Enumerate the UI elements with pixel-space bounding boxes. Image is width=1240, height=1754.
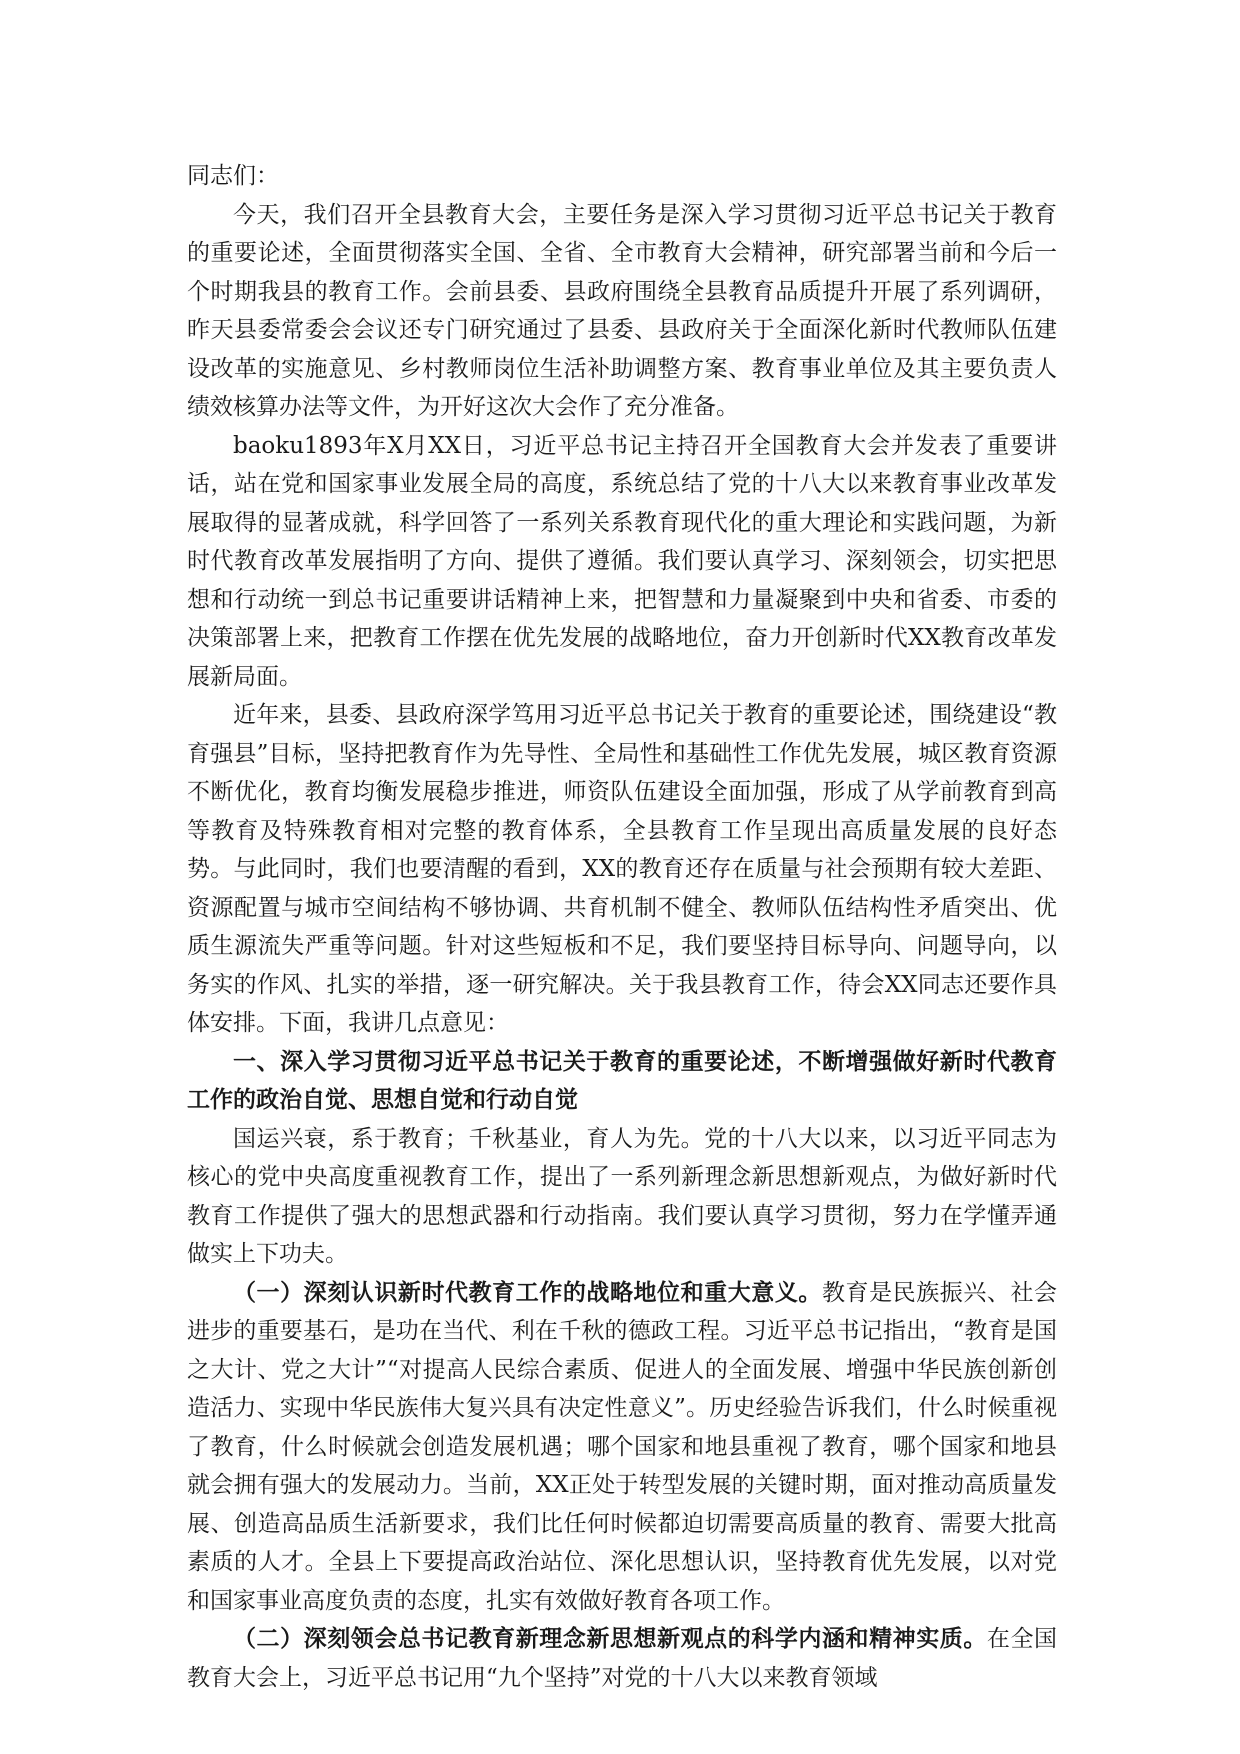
section-heading-1: 一、深入学习贯彻习近平总书记关于教育的重要论述，不断增强做好新时代教育工作的政治自觉、思想自觉和行动自觉 [187, 1047, 1057, 1113]
subsection-2-lead: （二）深刻领会总书记教育新理念新思想新观点的科学内涵和精神实质。 [233, 1625, 987, 1652]
paragraph-education-importance: 国运兴衰，系于教育；千秋基业，育人为先。党的十八大以来，以习近平同志为核心的党中央高度重视教育工作，提出了一系列新理念新思想新观点，为做好新时代教育工作提供了强大的思想武器和行动指南。我们要认真学习贯彻，努力在学懂弄通做实上下功夫。 [187, 1125, 1057, 1267]
subsection-1-lead: （一）深刻认识新时代教育工作的战略地位和重大意义。 [233, 1278, 822, 1306]
subsection-2-body: 在全国教育大会上，习近平总书记用“九个坚持”对党的十八大以来教育领域 [187, 1626, 1058, 1691]
subsection-1-body: 教育是民族振兴、社会进步的重要基石，是功在当代、利在千秋的德政工程。习近平总书记指出，“教育是国之大计、党之大计”“对提高人民综合素质、促进人的全面发展、增强中华民族创新创造活力、实现中华民族伟大复兴具有决定性意义”。历史经验告诉我们，什么时候重视了教育，什么时候就会创造发展机遇；哪个国家和地县重视了教育，哪个国家和地县就会拥有强大的发展动力。当前，XX正处于转型发展的关键时期，面对推动高质量发展、创造高品质生活新要求，我们比任何时候都迫切需要高质量的教育、需要大批高素质的人才。全县上下要提高政治站位、深化思想认识，坚持教育优先发展，以对党和国家事业高度负责的态度，扎实有效做好教育各项工作。 [187, 1279, 1058, 1614]
document-page [187, 157, 1057, 1697]
paragraph-national-conference: baoku1893年X月XX日，习近平总书记主持召开全国教育大会并发表了重要讲话，站在党和国家事业发展全局的高度，系统总结了党的十八大以来教育事业改革发展取得的显著成就，科学回答了一系列关系教育现代化的重大理论和实践问题，为新时代教育改革发展指明了方向、提供了遵循。我们要认真学习、深刻领会，切实把思想和行动统一到总书记重要讲话精神上来，把智慧和力量凝聚到中央和省委、市委的决策部署上来，把教育工作摆在优先发展的战略地位，奋力开创新时代XX教育改革发展新局面。 [187, 432, 1057, 690]
greeting: 同志们： [187, 163, 279, 189]
paragraph-intro: 今天，我们召开全县教育大会，主要任务是深入学习贯彻习近平总书记关于教育的重要论述，全面贯彻落实全国、全省、全市教育大会精神，研究部署当前和今后一个时期我县的教育工作。会前县委、县政府围绕全县教育品质提升开展了系列调研，昨天县委常委会会议还专门研究通过了县委、县政府关于全面深化新时代教师队伍建设改革的实施意见、乡村教师岗位生活补助调整方案、教育事业单位及其主要负责人绩效核算办法等文件，为开好这次大会作了充分准备。 [187, 201, 1057, 420]
paragraph-subsection-1 [187, 1274, 1057, 1621]
paragraph-recent-years: 近年来，县委、县政府深学笃用习近平总书记关于教育的重要论述，围绕建设“教育强县”目标，坚持把教育作为先导性、全局性和基础性工作优先发展，城区教育资源不断优化，教育均衡发展稳步推进，师资队伍建设全面加强，形成了从学前教育到高等教育及特殊教育相对完整的教育体系，全县教育工作呈现出高质量发展的良好态势。与此同时，我们也要清醒的看到，XX的教育还存在质量与社会预期有较大差距、资源配置与城市空间结构不够协调、共育机制不健全、教师队伍结构性矛盾突出、优质生源流失严重等问题。针对这些短板和不足，我们要坚持目标导向、问题导向，以务实的作风、扎实的举措，逐一研究解决。关于我县教育工作，待会XX同志还要作具体安排。下面，我讲几点意见： [187, 702, 1057, 1036]
paragraph-subsection-2 [187, 1620, 1057, 1697]
